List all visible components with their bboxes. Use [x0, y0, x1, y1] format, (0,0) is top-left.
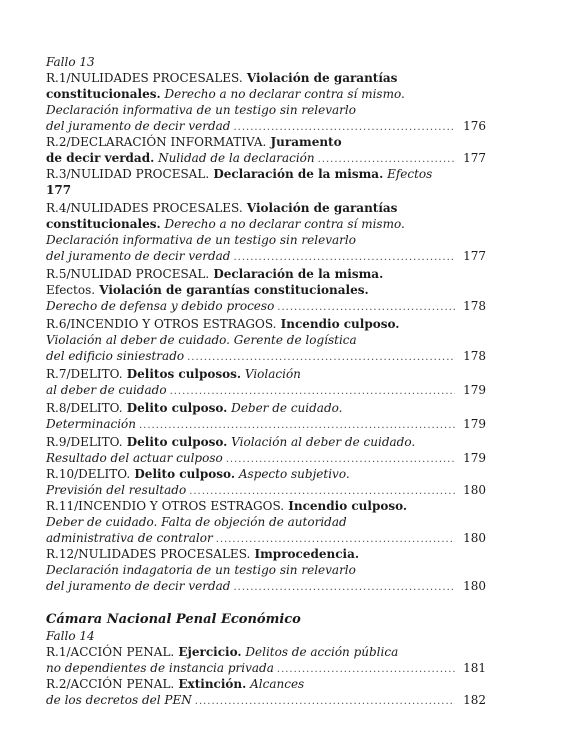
leader-dots [233, 250, 455, 266]
section-heading: Cámara Nacional Penal Económico [46, 612, 301, 627]
entry-r10-line1: R.10/DELITO. Delito culposo. Aspecto subjetivo. [46, 467, 350, 481]
entry-r5-line3: Derecho de defensa y debido proceso ..... 178 [46, 298, 486, 316]
page-number: 178 [463, 349, 486, 363]
entry-r1-line4: del juramento de decir verdad ..... 176 [46, 118, 486, 136]
entry-r10-line2: Previsión del resultado ..... 180 [46, 482, 486, 500]
page-number: 178 [463, 299, 486, 313]
leader-dots [170, 384, 455, 400]
page-number: 180 [463, 531, 486, 545]
page-number: 182 [463, 693, 486, 707]
page-number: 177 [463, 151, 486, 165]
entry-r8-line1: R.8/DELITO. Delito culposo. Deber de cuidado. [46, 401, 343, 415]
entry-r12-line2: Declaración indagatoria de un testigo sin relevarlo [46, 563, 356, 577]
leader-dots [187, 350, 455, 366]
page-number: 180 [463, 579, 486, 593]
entry-r7-line2: al deber de cuidado ..... 179 [46, 382, 486, 400]
leader-dots [195, 694, 455, 710]
leader-dots [277, 300, 455, 316]
leader-dots [233, 580, 455, 596]
entry-r2-line1: R.2/DECLARACIÓN INFORMATIVA. Juramento [46, 135, 342, 149]
entry-r6-line2: Violación al deber de cuidado. Gerente de logística [46, 333, 357, 347]
page-number: 176 [463, 119, 486, 133]
entry-r11-line2: Deber de cuidado. Falta de objeción de autoridad [46, 515, 347, 529]
entry-r5-line2: Efectos. Violación de garantías constitucionales. [46, 283, 369, 297]
entry-c1-line2: no dependientes de instancia privada ..... 181 [46, 660, 486, 678]
entry-r11-line1: R.11/INCENDIO Y OTROS ESTRAGOS. Incendio culposo. [46, 499, 408, 513]
entry-r2-line2: de decir verdad. Nulidad de la declaración ..... 177 [46, 150, 486, 168]
entry-r6-line1: R.6/INCENDIO Y OTROS ESTRAGOS. Incendio culposo. [46, 317, 400, 331]
entry-r12-line3: del juramento de decir verdad ..... 180 [46, 578, 486, 596]
entry-r4-line4: del juramento de decir verdad ..... 177 [46, 248, 486, 266]
entry-r3-line1: R.3/NULIDAD PROCESAL. Declaración de la misma. Efectos [46, 167, 433, 181]
entry-c2-line2: de los decretos del PEN ..... 182 [46, 692, 486, 710]
fallo-title-14: Fallo 14 [46, 629, 95, 643]
entry-c2-line1: R.2/ACCIÓN PENAL. Extinción. Alcances [46, 677, 305, 691]
entry-r1-line3: Declaración informativa de un testigo sin relevarlo [46, 103, 356, 117]
page-number: 177 [463, 249, 486, 263]
entry-r9-line1: R.9/DELITO. Delito culposo. Violación al deber de cuidado. [46, 435, 416, 449]
entry-r1-line2: constitucionales. Derecho a no declarar contra sí mismo. [46, 87, 405, 101]
fallo-title: Fallo 13 [46, 55, 95, 69]
leader-dots [139, 418, 455, 434]
entry-r1-line1: R.1/NULIDADES PROCESALES. Violación de garantías [46, 71, 398, 85]
entry-r12-line1: R.12/NULIDADES PROCESALES. Improcedencia. [46, 547, 360, 561]
page-number: 179 [463, 417, 486, 431]
page-number: 179 [463, 451, 486, 465]
entry-r4-line1: R.4/NULIDADES PROCESALES. Violación de garantías [46, 201, 398, 215]
page-number: 180 [463, 483, 486, 497]
entry-r5-line1: R.5/NULIDAD PROCESAL. Declaración de la misma. [46, 267, 384, 281]
entry-c1-line1: R.1/ACCIÓN PENAL. Ejercicio. Delitos de acción pública [46, 645, 399, 659]
entry-r4-line2: constitucionales. Derecho a no declarar contra sí mismo. [46, 217, 405, 231]
page-number: 179 [463, 383, 486, 397]
entry-r9-line2: Resultado del actuar culposo ..... 179 [46, 450, 486, 468]
page-number: 181 [463, 661, 486, 675]
entry-r3-page: 177 [46, 183, 72, 197]
entry-r4-line3: Declaración informativa de un testigo sin relevarlo [46, 233, 356, 247]
entry-r8-line2: Determinación ..... 179 [46, 416, 486, 434]
entry-r11-line3: administrativa de contralor ..... 180 [46, 530, 486, 548]
entry-r6-line3: del edificio siniestrado ..... 178 [46, 348, 486, 366]
entry-r7-line1: R.7/DELITO. Delitos culposos. Violación [46, 367, 301, 381]
